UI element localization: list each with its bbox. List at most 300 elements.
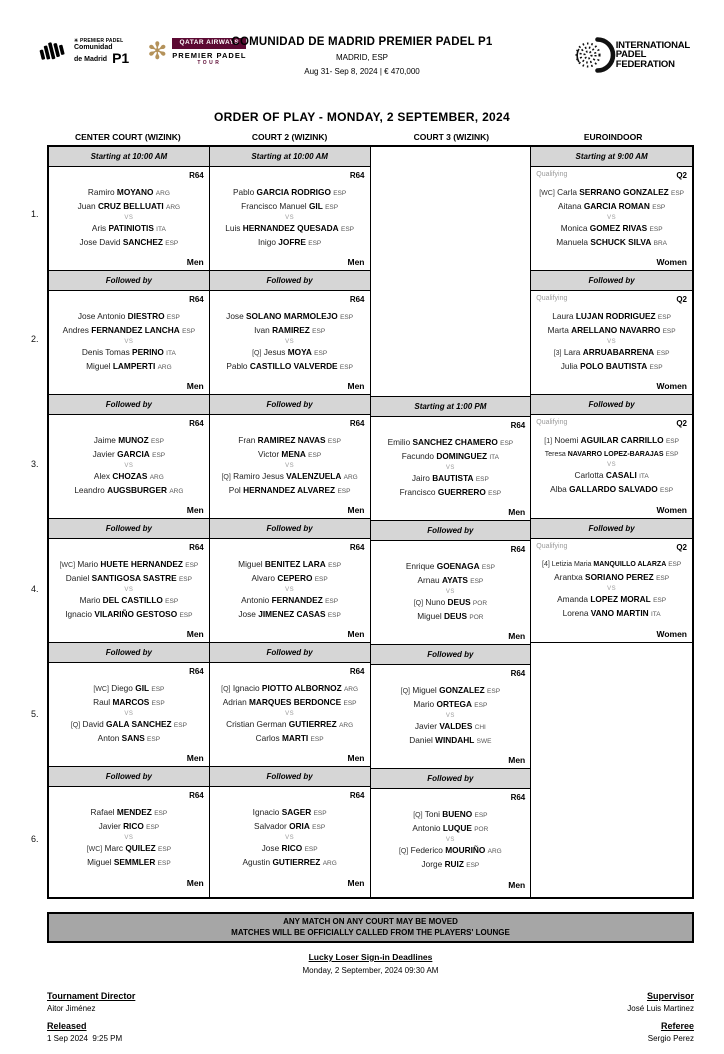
player-first-name: Jairo <box>411 472 430 483</box>
match-cell <box>49 415 209 519</box>
player-first-name: Pablo <box>232 186 255 197</box>
players <box>399 808 502 872</box>
seed-tag: [WC] <box>539 189 555 197</box>
court-header-4: EUROINDOOR <box>583 132 643 142</box>
players <box>388 436 514 500</box>
player-line <box>388 472 514 486</box>
player-last-name: ARRUABARRENA <box>582 346 655 357</box>
vs-label: VS <box>285 462 295 469</box>
round-label: R64 <box>189 295 204 304</box>
player-line <box>548 346 676 360</box>
category-label: Men <box>347 505 365 515</box>
seed-tag: [Q] <box>70 721 81 729</box>
player-nationality: ESP <box>152 451 166 459</box>
player-first-name: Noemi <box>554 435 579 445</box>
player-nationality: ESP <box>487 687 501 695</box>
player-nationality: ARG <box>322 860 337 867</box>
court-column-1 <box>49 147 210 897</box>
supervisor-name: José Luis Martinez <box>627 1004 694 1013</box>
empty-slot <box>371 147 531 397</box>
players <box>238 558 341 622</box>
empty-slot <box>531 643 692 897</box>
player-first-name: Luis <box>225 222 241 233</box>
player-first-name: Mario <box>79 594 101 605</box>
vs-label: VS <box>607 586 617 592</box>
seed-tag: [4] <box>542 561 550 568</box>
player-line <box>399 808 502 822</box>
category-label: Men <box>508 880 526 890</box>
player-last-name: DEL CASTILLO <box>102 594 163 605</box>
player-first-name: Jose Antonio <box>77 310 126 321</box>
player-nationality: ARG <box>339 721 354 729</box>
player-last-name: MOURIÑO <box>445 845 486 855</box>
tournament-director-label: Tournament Director <box>47 991 136 1001</box>
player-line <box>401 684 500 698</box>
player-first-name: Miguel <box>417 610 442 621</box>
player-last-name: AUGSBURGER <box>107 484 168 495</box>
player-first-name: Jorge <box>421 859 443 869</box>
player-nationality: ESP <box>314 575 328 583</box>
player-first-name: Marta <box>547 324 569 335</box>
player-first-name: Pol <box>228 484 241 495</box>
seed-tag: [1] <box>544 438 553 445</box>
player-nationality: ITA <box>166 349 176 357</box>
player-line <box>221 718 358 732</box>
premier-padel-small-label: PREMIER PADEL <box>79 37 124 44</box>
player-first-name: Daniel <box>65 572 90 583</box>
round-label: R64 <box>349 171 365 180</box>
category-label: Men <box>186 878 204 888</box>
p1-badge: P1 <box>112 49 130 66</box>
player-nationality: ESP <box>157 860 171 867</box>
player-last-name: GOENAGA <box>436 560 480 571</box>
qatar-airways-label: QATAR AIRWAYS <box>172 38 246 49</box>
lucky-loser-title: Lucky Loser Sign-in Deadlines <box>308 952 433 962</box>
category-label: Men <box>347 629 365 639</box>
player-last-name: BUENO <box>442 809 473 819</box>
player-line <box>59 608 198 622</box>
player-line <box>221 682 358 696</box>
vs-label: VS <box>285 586 295 593</box>
match-cell <box>531 415 692 519</box>
player-line <box>542 571 681 585</box>
players <box>542 558 681 621</box>
player-line <box>226 324 353 338</box>
players <box>74 434 183 498</box>
player-nationality: ESP <box>475 475 489 483</box>
player-nationality: ESP <box>340 225 354 233</box>
vs-label: VS <box>445 588 455 595</box>
match-cell <box>49 539 209 643</box>
player-last-name: MOYA <box>287 346 312 357</box>
slot-header: Followed by <box>49 767 209 787</box>
player-first-name: Francisco <box>399 486 436 497</box>
player-nationality: ESP <box>182 327 196 335</box>
player-first-name: Emilio <box>387 436 411 447</box>
round-label: R64 <box>349 295 365 304</box>
player-first-name: Facundo <box>401 450 435 461</box>
player-first-name: Miguel <box>86 360 111 371</box>
player-last-name: RICO <box>123 821 144 831</box>
player-nationality: ESP <box>665 451 679 458</box>
slot-header: Followed by <box>49 643 209 663</box>
category-label: Men <box>186 753 204 763</box>
category-label: Women <box>656 381 687 391</box>
player-nationality: ITA <box>639 473 649 480</box>
player-last-name: SANS <box>121 732 145 743</box>
player-nationality: ESP <box>185 561 199 569</box>
player-line <box>226 360 353 374</box>
category-label: Men <box>508 631 526 641</box>
match-cell <box>371 417 531 521</box>
vs-label: VS <box>285 214 295 221</box>
slot-header: Followed by <box>210 643 370 663</box>
star-icon: ✳ <box>74 37 79 44</box>
vs-label: VS <box>445 464 455 471</box>
player-nationality: ESP <box>657 313 671 321</box>
player-line <box>221 434 357 448</box>
slot-header: Followed by <box>371 769 531 789</box>
vs-label: VS <box>445 837 455 843</box>
player-nationality: ARG <box>149 473 164 481</box>
vs-label: VS <box>124 214 134 221</box>
player-last-name: MARTI <box>281 732 309 743</box>
vs-label: VS <box>445 712 455 719</box>
madrid-logo-text <box>74 39 129 64</box>
schedule-table <box>47 145 694 899</box>
player-line <box>78 222 180 236</box>
player-nationality: ARG <box>157 363 172 371</box>
slot-header: Starting at 1:00 PM <box>371 397 531 417</box>
slot-header: Followed by <box>210 271 370 291</box>
player-line <box>225 200 354 214</box>
slot-header: Followed by <box>371 521 531 541</box>
player-nationality: ESP <box>304 846 318 853</box>
court-header-3: COURT 3 (WIZINK) <box>413 132 490 142</box>
player-first-name: Aitana <box>558 200 582 211</box>
player-first-name: Antonio <box>412 823 441 833</box>
match-cell <box>49 787 209 891</box>
player-nationality: ESP <box>500 439 514 447</box>
player-last-name: PATINIOTIS <box>108 222 154 233</box>
match-cell <box>49 663 209 767</box>
player-line <box>74 434 183 448</box>
player-line <box>238 572 341 586</box>
player-nationality: ARG <box>169 487 184 495</box>
player-line <box>71 696 187 710</box>
player-nationality: ESP <box>325 203 339 211</box>
player-last-name: VALDES <box>439 720 473 731</box>
player-nationality: ESP <box>151 699 165 707</box>
player-nationality: ITA <box>650 611 661 618</box>
court-headers <box>47 132 694 145</box>
round-label: Q2 <box>676 295 687 304</box>
officials-left <box>47 991 135 1043</box>
player-first-name: Juan <box>77 200 96 211</box>
player-last-name: ORIA <box>289 821 310 831</box>
ipf-line-1: INTERNATIONAL <box>615 39 690 51</box>
match-cell <box>371 541 531 645</box>
player-last-name: ORTEGA <box>436 698 472 709</box>
tournament-director-name: Aitor Jiménez <box>47 1004 96 1013</box>
comunidad-label: Comunidad <box>74 43 113 51</box>
flower-icon: ✻ <box>147 38 168 65</box>
player-last-name: GONZALEZ <box>439 684 485 695</box>
player-last-name: GARCIA ROMAN <box>583 200 650 211</box>
player-line <box>406 610 495 624</box>
player-line <box>87 806 171 820</box>
player-last-name: MOYANO <box>116 186 154 197</box>
round-label: R64 <box>189 419 204 428</box>
player-line <box>388 450 514 464</box>
player-first-name: Aris <box>91 222 107 233</box>
player-line <box>539 186 684 200</box>
vs-label: VS <box>124 710 134 717</box>
players <box>78 186 180 250</box>
court-header-2: COURT 2 (WIZINK) <box>251 132 328 142</box>
ipf-logo-icon <box>572 34 612 76</box>
player-nationality: ESP <box>665 438 679 445</box>
madrid-logo-icon <box>36 38 70 64</box>
player-first-name: Daniel <box>409 734 433 745</box>
player-line <box>74 470 183 484</box>
player-last-name: GARCIA RODRIGO <box>256 186 331 197</box>
player-nationality: SWE <box>476 737 492 745</box>
player-first-name: Miguel <box>412 684 437 695</box>
seed-tag: [Q] <box>252 349 262 357</box>
player-first-name: Adrian <box>222 696 247 707</box>
player-nationality: ARG <box>155 189 170 197</box>
category-label: Women <box>656 505 687 515</box>
player-line <box>401 734 500 748</box>
player-line <box>74 484 183 498</box>
player-nationality: ESP <box>312 824 326 831</box>
notice-banner <box>47 912 694 943</box>
player-last-name: WINDAHL <box>435 734 475 745</box>
match-cell <box>531 539 692 643</box>
category-label: Men <box>508 507 526 517</box>
round-label: R64 <box>510 793 526 802</box>
player-line <box>78 200 180 214</box>
match-cell <box>210 167 370 271</box>
player-nationality: ARG <box>343 473 358 481</box>
round-label: R64 <box>189 791 204 800</box>
player-line <box>226 346 353 360</box>
player-first-name: Pablo <box>226 360 248 371</box>
player-first-name: Antonio <box>241 594 270 605</box>
slot-header: Followed by <box>210 519 370 539</box>
players <box>544 434 679 497</box>
player-nationality: ITA <box>156 225 166 233</box>
officials-right <box>627 991 694 1043</box>
player-last-name: RUIZ <box>444 859 464 869</box>
player-nationality: ESP <box>656 575 670 582</box>
player-last-name: GALLARDO SALVADO <box>569 484 658 494</box>
player-line <box>406 596 495 610</box>
order-of-play-title: ORDER OF PLAY - MONDAY, 2 SEPTEMBER, 2024 <box>214 110 510 124</box>
player-nationality: ESP <box>656 349 670 357</box>
player-last-name: MANQUILLO ALARZA <box>593 561 667 568</box>
player-first-name: David <box>82 718 104 729</box>
vs-label: VS <box>285 835 295 841</box>
player-nationality: ESP <box>466 862 480 869</box>
round-label: R64 <box>510 545 526 554</box>
player-last-name: DOMINGUEZ <box>436 450 488 461</box>
player-first-name: Letizia Maria <box>551 561 592 568</box>
player-nationality: ESP <box>179 611 193 619</box>
player-line <box>406 574 495 588</box>
vs-label: VS <box>285 710 295 717</box>
player-first-name: Lorena <box>562 608 589 618</box>
player-nationality: ESP <box>470 577 484 585</box>
player-first-name: Javier <box>92 448 115 459</box>
round-label: R64 <box>349 791 365 800</box>
player-nationality: ESP <box>328 561 342 569</box>
player-first-name: Javier <box>414 720 437 731</box>
seed-tag: [3] <box>553 349 562 357</box>
player-line <box>71 718 187 732</box>
player-last-name: SAGER <box>281 807 312 817</box>
match-cell <box>210 663 370 767</box>
player-nationality: ESP <box>165 239 179 247</box>
stage-label: Qualifying <box>536 543 568 550</box>
row-number-2: 2. <box>31 333 39 344</box>
player-last-name: GARCIA <box>117 448 150 459</box>
player-first-name: Denis Tomas <box>81 346 130 357</box>
match-cell <box>210 539 370 643</box>
player-last-name: CASALI <box>605 470 637 480</box>
player-nationality: ARG <box>343 685 359 693</box>
referee-label: Referee <box>660 1021 694 1031</box>
ipf-logo <box>572 34 690 76</box>
seed-tag: [Q] <box>221 685 231 693</box>
page-header <box>30 30 694 106</box>
slot-header: Starting at 10:00 AM <box>210 147 370 167</box>
player-last-name: DEUS <box>447 596 471 607</box>
premier-padel-label: PREMIER PADEL <box>172 50 247 60</box>
officials-section <box>47 991 694 1043</box>
player-nationality: ESP <box>649 363 663 371</box>
player-nationality: ESP <box>327 437 341 445</box>
players <box>226 310 353 374</box>
player-first-name: Raul <box>93 696 111 707</box>
round-label: R64 <box>189 543 204 552</box>
player-line <box>87 842 171 856</box>
player-last-name: LOPEZ MORAL <box>590 594 651 604</box>
player-nationality: ESP <box>340 313 354 321</box>
order-of-play-page <box>0 30 724 1054</box>
player-first-name: Arantxa <box>554 572 583 582</box>
player-nationality: ESP <box>668 561 682 568</box>
player-first-name: Jose <box>226 310 244 321</box>
vs-label: VS <box>124 835 134 841</box>
players <box>539 186 684 250</box>
player-line <box>548 360 676 374</box>
seed-tag: [Q] <box>413 812 423 819</box>
player-last-name: GUTIERREZ <box>288 718 337 729</box>
player-first-name: Jaime <box>93 434 116 445</box>
player-nationality: ESP <box>147 735 161 743</box>
court-column-3 <box>371 147 532 897</box>
player-nationality: ESP <box>308 451 322 459</box>
player-line <box>406 560 495 574</box>
court-header-1: CENTER COURT (WIZINK) <box>74 132 181 142</box>
players <box>221 434 357 498</box>
player-line <box>87 856 171 870</box>
court-column-4 <box>531 147 692 897</box>
player-last-name: AYATS <box>441 574 468 585</box>
player-first-name: Andres <box>62 324 89 335</box>
released-datetime: 1 Sep 2024 9:25 PM <box>47 1034 123 1043</box>
row-number-3: 3. <box>31 458 39 469</box>
stage-label: Qualifying <box>536 295 568 302</box>
player-nationality: ESP <box>313 810 327 817</box>
player-last-name: MARQUES BERDONCE <box>249 696 342 707</box>
player-line <box>238 594 341 608</box>
player-nationality: POR <box>474 826 489 833</box>
player-last-name: GIL <box>135 682 150 693</box>
stage-label: Qualifying <box>536 171 568 178</box>
seed-tag: [Q] <box>398 848 409 855</box>
player-last-name: AGUILAR CARRILLO <box>580 435 664 445</box>
player-first-name: Miguel <box>238 558 263 569</box>
category-label: Women <box>656 629 687 639</box>
player-nationality: ESP <box>166 313 180 321</box>
player-nationality: ESP <box>327 611 341 619</box>
player-nationality: ESP <box>337 487 351 495</box>
player-line <box>242 820 336 834</box>
players <box>71 682 187 746</box>
player-first-name: Alba <box>550 484 567 494</box>
player-line <box>87 820 171 834</box>
player-nationality: ESP <box>660 487 674 494</box>
player-nationality: ESP <box>343 699 357 707</box>
player-last-name: VILARIÑO GESTOSO <box>94 608 178 619</box>
player-nationality: ESP <box>652 203 666 211</box>
round-label: R64 <box>349 667 365 676</box>
player-last-name: RAMIREZ <box>272 324 310 335</box>
seed-tag: [Q] <box>400 687 411 695</box>
players <box>63 310 195 374</box>
player-line <box>221 484 357 498</box>
player-first-name: Anton <box>97 732 120 743</box>
player-line <box>225 186 354 200</box>
seed-tag: [WC] <box>93 685 109 693</box>
round-label: Q2 <box>676 171 687 180</box>
category-label: Men <box>186 505 204 515</box>
player-first-name: Jesus <box>263 346 286 357</box>
category-label: Men <box>186 629 204 639</box>
player-last-name: FERNANDEZ <box>271 594 323 605</box>
slot-header: Followed by <box>49 519 209 539</box>
row-number-6: 6. <box>31 833 39 844</box>
player-last-name: SEMMLER <box>113 857 156 867</box>
player-last-name: CEPERO <box>277 572 313 583</box>
player-last-name: LUJAN RODRIGUEZ <box>575 310 656 321</box>
player-line <box>63 324 195 338</box>
slot-header: Starting at 9:00 AM <box>531 147 692 167</box>
player-last-name: VANO MARTIN <box>590 608 649 618</box>
player-first-name: Teresa <box>544 451 566 458</box>
category-label: Women <box>656 257 687 267</box>
player-first-name: Rafael <box>90 807 115 817</box>
player-last-name: MARCOS <box>112 696 150 707</box>
player-nationality: ESP <box>151 685 165 693</box>
row-number-4: 4. <box>31 583 39 594</box>
player-last-name: PERINO <box>132 346 164 357</box>
player-first-name: Carlos <box>255 732 280 743</box>
player-last-name: MENA <box>281 448 306 459</box>
